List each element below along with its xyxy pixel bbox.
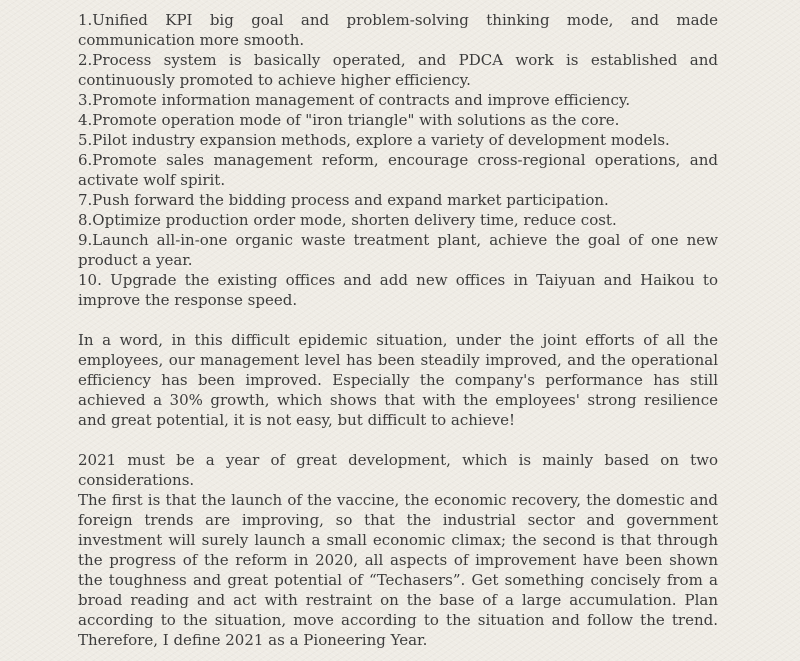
list-item: 8.Optimize production order mode, shorten delivery time, reduce cost.: [78, 211, 617, 229]
list-item: 7.Push forward the bidding process and expand market participation.: [78, 191, 609, 209]
outlook-intro: 2021 must be a year of great development, which is mainly based on two considerations.: [78, 451, 718, 489]
outlook-body: The first is that the launch of the vaccine, the economic recovery, the domestic and foreign trends are improving, so that the industrial sector and government investment will surely launch a small economic climax; the second is that through the progress of the reform in 2020, all aspects of improvement have been shown the toughness and great potential of “Techasers”. Get something concisely from a broad reading and act with restraint on the base of a large accumulation. Plan according to the situation, move according to the situation and follow the trend. Therefore, I define 2021 as a Pioneering Year.: [78, 491, 718, 649]
list-item: 2.Process system is basically operated, and PDCA work is established and continuously promoted to achieve higher efficiency.: [78, 51, 718, 89]
outlook-section: [78, 450, 718, 650]
document-body: [78, 10, 718, 650]
summary-paragraph: In a word, in this difficult epidemic situation, under the joint efforts of all the employees, our management level has been steadily improved, and the operational efficiency has been improved. Especially the company's performance has still achieved a 30% growth, which shows that with the employees' strong resilience and great potential, it is not easy, but difficult to achieve!: [78, 331, 718, 429]
achievement-list: [78, 10, 718, 310]
list-item: 3.Promote information management of contracts and improve efficiency.: [78, 91, 631, 109]
list-item: 6.Promote sales management reform, encourage cross-regional operations, and activate wolf spirit.: [78, 151, 718, 189]
list-item: 1.Unified KPI big goal and problem-solving thinking mode, and made communication more smooth.: [78, 11, 718, 49]
list-item: 5.Pilot industry expansion methods, explore a variety of development models.: [78, 131, 670, 149]
list-item: 4.Promote operation mode of "iron triangle" with solutions as the core.: [78, 111, 620, 129]
list-item: 10. Upgrade the existing offices and add new offices in Taiyuan and Haikou to improve the response speed.: [78, 271, 718, 309]
list-item: 9.Launch all-in-one organic waste treatment plant, achieve the goal of one new product a year.: [78, 231, 718, 269]
